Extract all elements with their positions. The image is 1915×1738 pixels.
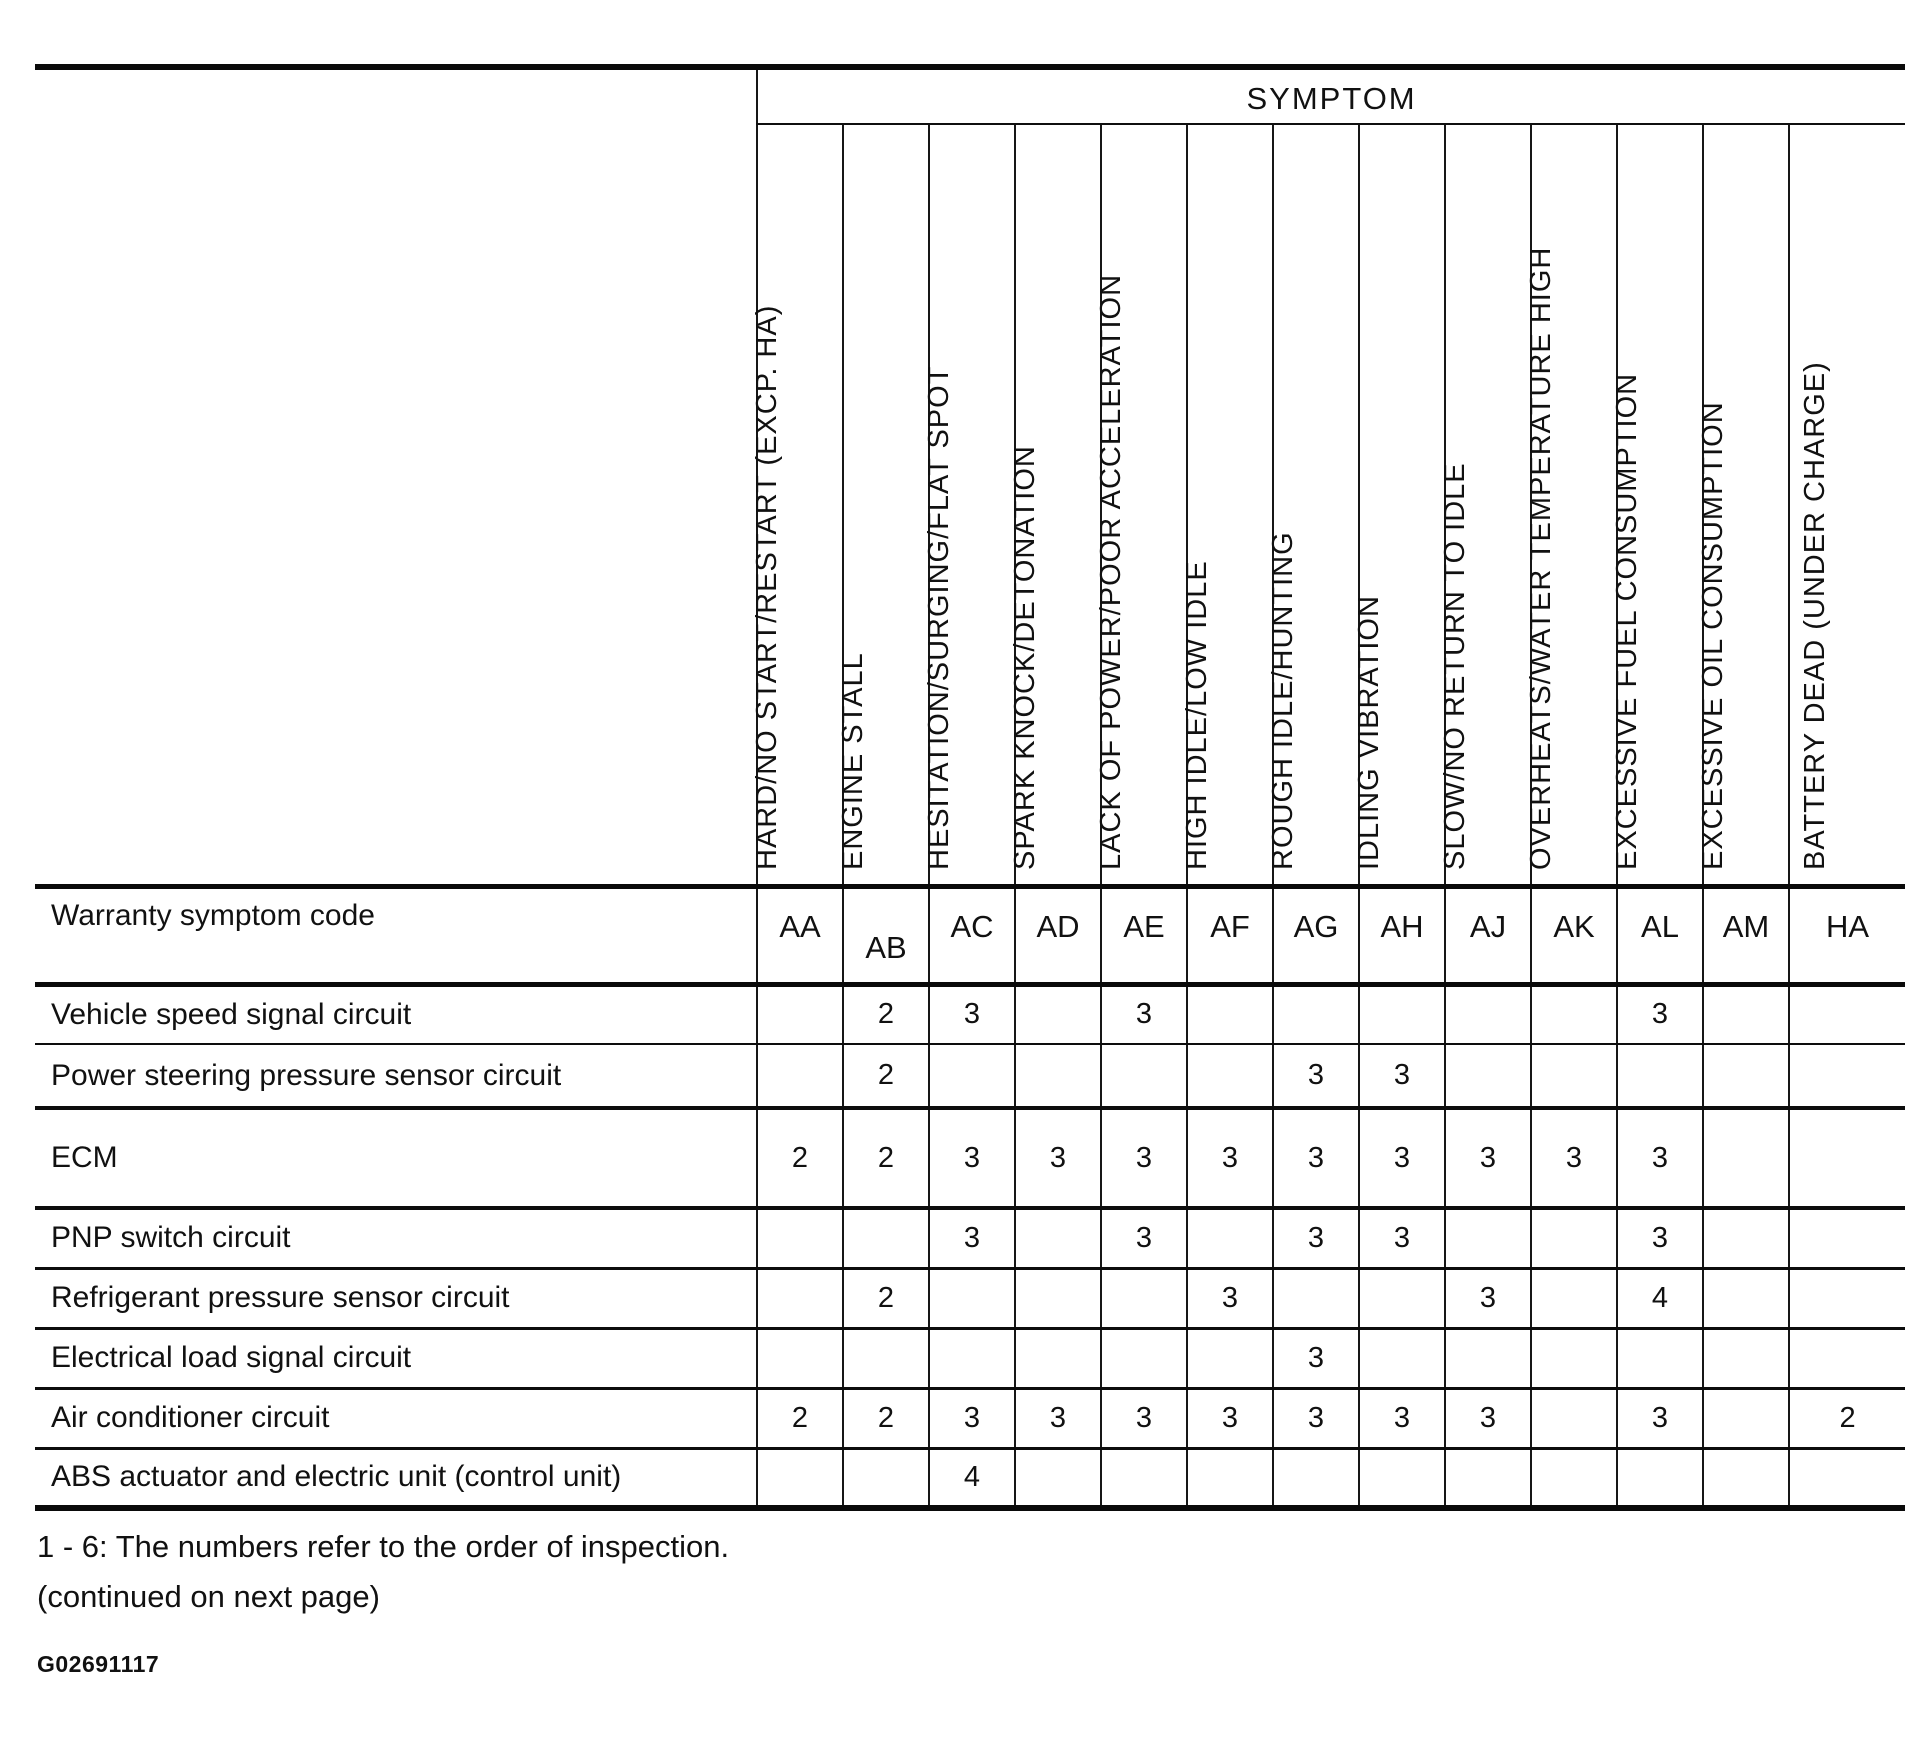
matrix-cell: 3 (929, 1108, 1015, 1208)
matrix-cell (1445, 1044, 1531, 1108)
matrix-cell (1187, 1044, 1273, 1108)
symptom-column-header-ae (1095, 124, 1187, 886)
matrix-cell: 4 (929, 1448, 1015, 1508)
figure-code: G02691117 (37, 1651, 160, 1677)
matrix-cell (757, 1268, 843, 1328)
matrix-cell (1703, 1388, 1789, 1448)
table-row (35, 1448, 1905, 1508)
symptom-column-label: EXCESSIVE OIL CONSUMPTION (1697, 400, 1729, 870)
matrix-cell: 3 (1617, 1108, 1703, 1208)
matrix-cell (1445, 1208, 1531, 1268)
warranty-code-row (35, 886, 1905, 984)
matrix-cell (1703, 1208, 1789, 1268)
symptom-band-row (35, 67, 1905, 124)
matrix-cell (843, 1328, 929, 1388)
matrix-cell (1445, 984, 1531, 1044)
matrix-cell (1015, 984, 1101, 1044)
warranty-code-cell-al: AL (1617, 886, 1703, 984)
matrix-cell: 3 (1359, 1208, 1445, 1268)
footnote-inspection-order: 1 - 6: The numbers refer to the order of inspection. (37, 1529, 730, 1564)
symptom-column-label: EXCESSIVE FUEL CONSUMPTION (1611, 372, 1643, 870)
matrix-cell: 3 (929, 1388, 1015, 1448)
warranty-code-cell-ad: AD (1015, 886, 1101, 984)
matrix-cell: 3 (1445, 1108, 1531, 1208)
symptom-column-label: HIGH IDLE/LOW IDLE (1181, 559, 1213, 870)
matrix-cell: 3 (1101, 984, 1187, 1044)
table-row (35, 1268, 1905, 1328)
matrix-cell: 3 (1273, 1108, 1359, 1208)
matrix-cell (757, 1328, 843, 1388)
matrix-row-label: ECM (35, 1108, 757, 1208)
warranty-code-cell-ae: AE (1101, 886, 1187, 984)
symptom-column-label: LACK OF POWER/POOR ACCELERATION (1095, 273, 1127, 870)
table-row (35, 1044, 1905, 1108)
warranty-code-cell-ha: HA (1789, 886, 1905, 984)
table-row (35, 1108, 1905, 1208)
matrix-cell: 3 (1359, 1108, 1445, 1208)
matrix-cell (1703, 1268, 1789, 1328)
warranty-code-cell-aj: AJ (1445, 886, 1531, 984)
matrix-cell: 2 (843, 1268, 929, 1328)
matrix-cell (1789, 1328, 1905, 1388)
matrix-cell (1703, 984, 1789, 1044)
symptom-column-header-ab (837, 124, 929, 886)
matrix-cell: 3 (1187, 1268, 1273, 1328)
symptom-band-label: SYMPTOM (757, 67, 1905, 124)
matrix-cell: 3 (1617, 984, 1703, 1044)
matrix-cell: 3 (1101, 1388, 1187, 1448)
matrix-cell: 3 (929, 984, 1015, 1044)
corner-spacer-2 (35, 124, 757, 886)
matrix-row-label: Vehicle speed signal circuit (35, 984, 757, 1044)
matrix-cell: 2 (843, 1108, 929, 1208)
matrix-cell (1101, 1448, 1187, 1508)
symptom-column-label: OVERHEATS/WATER TEMPERATURE HIGH (1525, 246, 1557, 870)
symptom-column-label: ROUGH IDLE/HUNTING (1267, 530, 1299, 870)
matrix-cell (1101, 1268, 1187, 1328)
matrix-cell (1617, 1328, 1703, 1388)
rotated-header-row (35, 124, 1905, 886)
matrix-cell: 3 (1015, 1388, 1101, 1448)
matrix-cell (1789, 1448, 1905, 1508)
symptom-column-label: SLOW/NO RETURN TO IDLE (1439, 461, 1471, 870)
matrix-cell: 3 (1187, 1108, 1273, 1208)
matrix-cell: 3 (1359, 1388, 1445, 1448)
symptom-column-label: BATTERY DEAD (UNDER CHARGE) (1798, 360, 1831, 870)
table-row (35, 984, 1905, 1044)
matrix-cell (1703, 1044, 1789, 1108)
matrix-cell: 3 (1187, 1388, 1273, 1448)
matrix-cell (1359, 984, 1445, 1044)
matrix-cell (1789, 1044, 1905, 1108)
symptom-column-header-ak (1525, 124, 1617, 886)
matrix-cell (1101, 1044, 1187, 1108)
matrix-cell (1531, 1328, 1617, 1388)
matrix-cell: 2 (1789, 1388, 1905, 1448)
matrix-cell: 3 (1273, 1208, 1359, 1268)
symptom-column-header-aj (1439, 124, 1531, 886)
warranty-code-cell-ah: AH (1359, 886, 1445, 984)
matrix-cell: 3 (1531, 1108, 1617, 1208)
matrix-cell (1703, 1448, 1789, 1508)
matrix-cell (1531, 984, 1617, 1044)
warranty-code-cell-ag: AG (1273, 886, 1359, 984)
matrix-row-label: ABS actuator and electric unit (control unit) (35, 1448, 757, 1508)
matrix-cell: 3 (1273, 1328, 1359, 1388)
matrix-cell: 3 (1273, 1044, 1359, 1108)
matrix-cell: 3 (1445, 1388, 1531, 1448)
symptom-column-label: SPARK KNOCK/DETONATION (1009, 444, 1041, 870)
matrix-cell (1273, 1268, 1359, 1328)
matrix-cell (1187, 1328, 1273, 1388)
symptom-column-header-ad (1009, 124, 1101, 886)
matrix-cell: 3 (1617, 1208, 1703, 1268)
matrix-cell (757, 1044, 843, 1108)
corner-spacer (35, 67, 757, 124)
matrix-cell (1789, 1268, 1905, 1328)
warranty-code-cell-ak: AK (1531, 886, 1617, 984)
matrix-cell (1015, 1044, 1101, 1108)
warranty-code-cell-ab: AB (843, 886, 929, 984)
symptom-column-header-ah (1353, 124, 1445, 886)
warranty-code-cell-ac: AC (929, 886, 1015, 984)
matrix-row-label: Refrigerant pressure sensor circuit (35, 1268, 757, 1328)
matrix-cell (1531, 1208, 1617, 1268)
matrix-cell (1531, 1448, 1617, 1508)
footnote-continued: (continued on next page) (37, 1579, 380, 1614)
matrix-cell: 3 (1617, 1388, 1703, 1448)
symptom-column-label: ENGINE STALL (837, 651, 869, 870)
matrix-cell (1187, 1208, 1273, 1268)
matrix-cell: 2 (843, 1044, 929, 1108)
symptom-column-header-am (1697, 124, 1789, 886)
symptom-column-header-aa (751, 124, 843, 886)
symptom-column-header-af (1181, 124, 1273, 886)
symptom-column-label: HARD/NO START/RESTART (EXCP. HA) (751, 304, 783, 870)
matrix-cell (1015, 1208, 1101, 1268)
matrix-cell (929, 1044, 1015, 1108)
symptom-column-header-ac (923, 124, 1015, 886)
matrix-cell: 2 (843, 984, 929, 1044)
matrix-cell: 2 (757, 1388, 843, 1448)
matrix-cell (1789, 984, 1905, 1044)
matrix-cell: 3 (1273, 1388, 1359, 1448)
matrix-cell (1617, 1044, 1703, 1108)
matrix-cell (1445, 1328, 1531, 1388)
matrix-cell (1703, 1328, 1789, 1388)
matrix-row-label: PNP switch circuit (35, 1208, 757, 1268)
warranty-code-row-label: Warranty symptom code (35, 886, 757, 984)
matrix-cell (1445, 1448, 1531, 1508)
matrix-cell: 3 (1445, 1268, 1531, 1328)
matrix-cell: 3 (1015, 1108, 1101, 1208)
matrix-cell (1789, 1208, 1905, 1268)
table-row (35, 1328, 1905, 1388)
matrix-cell: 4 (1617, 1268, 1703, 1328)
matrix-cell (1359, 1328, 1445, 1388)
matrix-cell (1531, 1044, 1617, 1108)
matrix-cell (1273, 1448, 1359, 1508)
matrix-cell: 2 (757, 1108, 843, 1208)
matrix-cell (757, 1448, 843, 1508)
matrix-cell (1187, 984, 1273, 1044)
symptom-column-header-ag (1267, 124, 1359, 886)
matrix-cell (1359, 1448, 1445, 1508)
warranty-code-cell-am: AM (1703, 886, 1789, 984)
symptom-column-label: HESITATION/SURGING/FLAT SPOT (923, 365, 955, 870)
table-row (35, 1388, 1905, 1448)
matrix-cell (1015, 1448, 1101, 1508)
matrix-cell (1703, 1108, 1789, 1208)
matrix-cell: 3 (1101, 1108, 1187, 1208)
matrix-cell (757, 1208, 843, 1268)
matrix-cell (1617, 1448, 1703, 1508)
matrix-cell (1187, 1448, 1273, 1508)
symptom-column-header-al (1611, 124, 1703, 886)
warranty-code-cell-aa: AA (757, 886, 843, 984)
matrix-cell: 3 (1101, 1208, 1187, 1268)
matrix-cell (1015, 1268, 1101, 1328)
matrix-row-label: Air conditioner circuit (35, 1388, 757, 1448)
symptom-column-label: IDLING VIBRATION (1353, 594, 1385, 870)
warranty-code-cell-af: AF (1187, 886, 1273, 984)
matrix-cell: 3 (1359, 1044, 1445, 1108)
matrix-cell: 2 (843, 1388, 929, 1448)
matrix-row-label: Power steering pressure sensor circuit (35, 1044, 757, 1108)
matrix-cell (1015, 1328, 1101, 1388)
matrix-cell (757, 984, 843, 1044)
symptom-column-header-ha (1789, 124, 1905, 886)
matrix-cell (1359, 1268, 1445, 1328)
matrix-cell (1789, 1108, 1905, 1208)
matrix-cell (1531, 1388, 1617, 1448)
symptom-matrix-table (35, 64, 1905, 1511)
matrix-cell (843, 1208, 929, 1268)
table-row (35, 1208, 1905, 1268)
matrix-cell (1273, 984, 1359, 1044)
matrix-cell (1101, 1328, 1187, 1388)
footnotes (35, 1527, 1915, 1678)
matrix-cell: 3 (929, 1208, 1015, 1268)
matrix-cell (1531, 1268, 1617, 1328)
matrix-cell (843, 1448, 929, 1508)
matrix-row-label: Electrical load signal circuit (35, 1328, 757, 1388)
matrix-cell (929, 1268, 1015, 1328)
matrix-cell (929, 1328, 1015, 1388)
